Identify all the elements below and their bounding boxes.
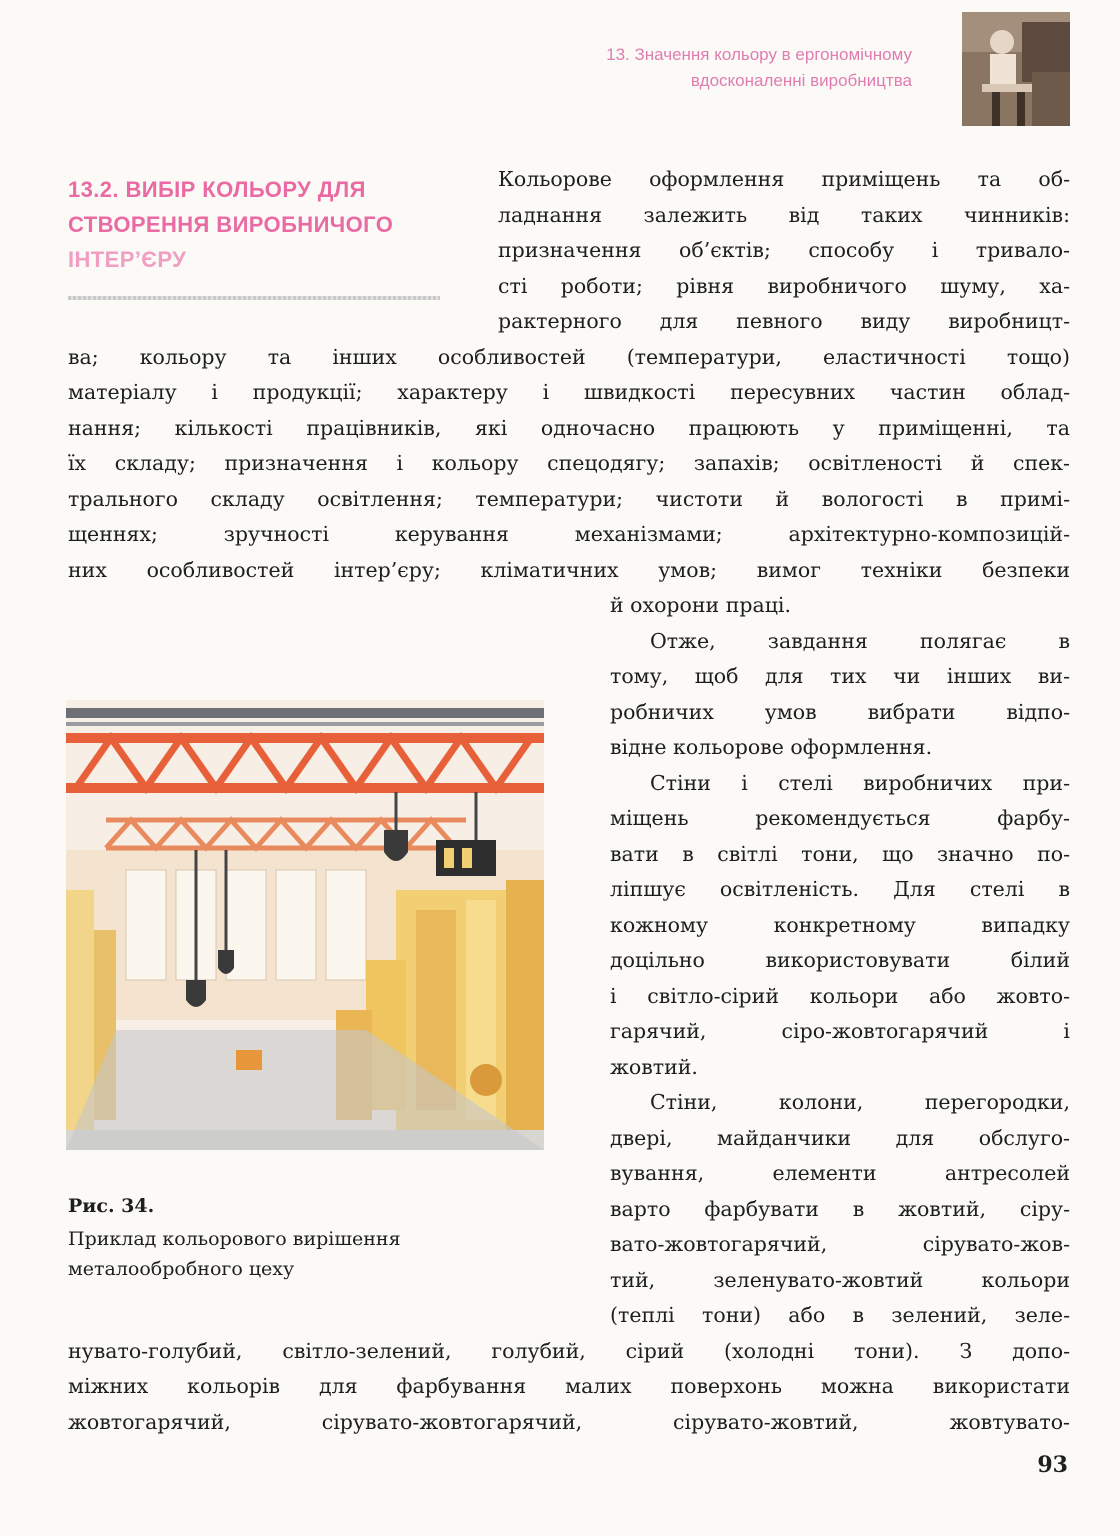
- text-line: трального складу освітлення; температури; чистоти й вологості в примі-: [68, 486, 1070, 511]
- text-line: Стіни, колони, перегородки,: [650, 1090, 1070, 1114]
- text-line: Отже, завдання полягає в: [650, 628, 1070, 653]
- figure-label: Рис. 34.: [68, 1195, 155, 1217]
- text-line: робничих умов вибрати відпо-: [610, 699, 1070, 724]
- text-line: тий, зеленувато-жовтий кольори: [610, 1267, 1070, 1292]
- figure-caption-line1: Приклад кольорового вирішення: [68, 1228, 401, 1250]
- text-line: кожному конкретному випадку: [610, 912, 1070, 937]
- running-header: [606, 42, 912, 94]
- section-heading: [68, 172, 448, 277]
- text-line: рактерного для певного виду виробницт-: [498, 309, 1070, 333]
- text-line: й охорони праці.: [610, 593, 791, 617]
- text-line: тому, щоб для тих чи інших ви-: [610, 664, 1070, 688]
- text-line: жовтий.: [610, 1054, 698, 1079]
- text-line: призначення об’єктів; способу і тривало-: [498, 238, 1070, 262]
- text-line: ліпшує освітленість. Для стелі в: [610, 877, 1070, 901]
- text-line: відне кольорове оформлення.: [610, 735, 933, 759]
- page-number: 93: [1037, 1452, 1068, 1478]
- header-thumbnail-image: [962, 12, 1070, 126]
- workshop-illustration: [66, 700, 544, 1150]
- text-line: нання; кількості працівників, які одночасно працюють у приміщенні, та: [68, 415, 1070, 440]
- text-line: ладнання залежить від таких чинників:: [498, 202, 1070, 227]
- text-line: нувато-голубий, світло-зелений, голубий, сірий (холодні тони). З допо-: [68, 1338, 1070, 1363]
- text-line: (теплі тони) або в зелений, зеле-: [610, 1303, 1070, 1327]
- text-line: міщень рекомендується фарбу-: [610, 806, 1070, 830]
- figure-caption: [68, 1224, 508, 1284]
- text-line: Кольорове оформлення приміщень та об-: [498, 167, 1070, 191]
- text-line: вати в світлі тони, що значно по-: [610, 841, 1070, 866]
- text-line: жовтогарячий, сірувато-жовтогарячий, сірувато-жовтий, жовтувато-: [68, 1409, 1070, 1434]
- text-line: ва; кольору та інших особливостей (температури, еластичності тощо): [68, 344, 1070, 369]
- text-line: і світло-сірий кольори або жовто-: [610, 983, 1070, 1008]
- text-line: їх складу; призначення і кольору спецодягу; запахів; освітленості й спек-: [68, 451, 1070, 475]
- section-heading-line1: 13.2. ВИБІР КОЛЬОРУ ДЛЯ: [68, 177, 366, 202]
- text-line: вато-жовтогарячий, сірувато-жов-: [610, 1232, 1070, 1256]
- section-heading-line3: ІНТЕР’ЄРУ: [68, 247, 187, 272]
- running-header-line1: 13. Значення кольору в ергономічному: [606, 45, 912, 64]
- text-line: Стіни і стелі виробничих при-: [650, 770, 1070, 795]
- text-line: двері, майданчики для обслуго-: [610, 1125, 1070, 1150]
- text-line: міжних кольорів для фарбування малих поверхонь можна використати: [68, 1374, 1070, 1398]
- text-line: доцільно використовувати білий: [610, 948, 1070, 972]
- text-line: них особливостей інтер’єру; кліматичних умов; вимог техніки безпеки: [68, 557, 1070, 582]
- text-line: сті роботи; рівня виробничого шуму, ха-: [498, 273, 1070, 298]
- section-heading-line2: СТВОРЕННЯ ВИРОБНИЧОГО: [68, 212, 394, 237]
- text-line: гарячий, сіро-жовтогарячий і: [610, 1019, 1070, 1043]
- text-line: варто фарбувати в жовтий, сіру-: [610, 1196, 1070, 1221]
- text-line: матеріалу і продукції; характеру і швидкості пересувних частин облад-: [68, 380, 1070, 404]
- text-line: вування, елементи антресолей: [610, 1161, 1070, 1185]
- figure-caption-line2: металообробного цеху: [68, 1258, 295, 1280]
- text-line: щеннях; зручності керування механізмами; архітектурно-композицій-: [68, 522, 1070, 546]
- section-divider: [68, 296, 440, 300]
- running-header-line2: вдосконаленні виробництва: [690, 71, 912, 90]
